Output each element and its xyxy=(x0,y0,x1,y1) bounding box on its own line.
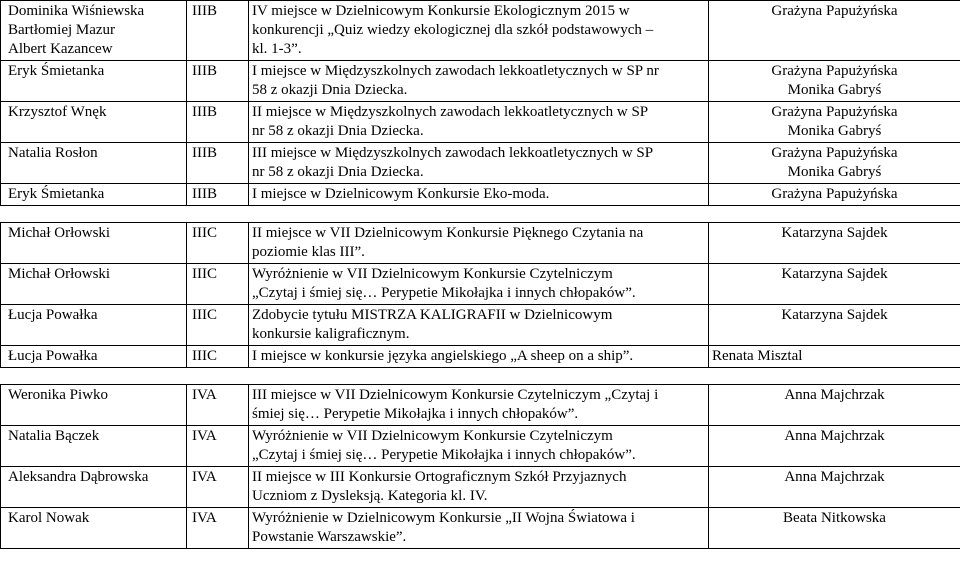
class-cell: IIIB xyxy=(187,1,249,61)
table-row xyxy=(1,508,960,549)
student-names-line: Natalia Bączek xyxy=(8,428,100,444)
student-names-line: Weronika Piwko xyxy=(8,387,109,403)
achievement-line: II miejsce w VII Dzielnicowym Konkursie Pięknego Czytania na xyxy=(252,225,644,241)
class-cell: IIIB xyxy=(187,61,249,102)
teacher-names-line: Monika Gabryś xyxy=(787,82,882,98)
section-gap-cell xyxy=(1,368,960,385)
teacher-names-line: Grażyna Papużyńska xyxy=(771,145,898,161)
achievement-line: „Czytaj i śmiej się… Perypetie Mikołajka i innych chłopaków”. xyxy=(252,447,636,463)
teacher-names-line: Grażyna Papużyńska xyxy=(771,3,898,19)
achievement-line: Zdobycie tytułu MISTRZA KALIGRAFII w Dzielnicowym xyxy=(252,307,613,323)
teacher-names xyxy=(709,385,960,426)
teacher-names-line: Katarzyna Sajdek xyxy=(781,225,888,241)
table-row xyxy=(1,102,960,143)
student-names xyxy=(1,1,187,61)
teacher-names xyxy=(709,467,960,508)
student-names-line: Michał Orłowski xyxy=(8,266,111,282)
class-cell: IIIC xyxy=(187,305,249,346)
teacher-names-line: Grażyna Papużyńska xyxy=(771,104,898,120)
teacher-names-line: Monika Gabryś xyxy=(787,123,882,139)
section-gap xyxy=(1,368,960,385)
class-cell: IIIB xyxy=(187,143,249,184)
teacher-names-line: Grażyna Papużyńska xyxy=(771,63,898,79)
class-cell: IIIC xyxy=(187,223,249,264)
achievement-line: poziomie klas III”. xyxy=(252,244,365,260)
table-row xyxy=(1,305,960,346)
table-row xyxy=(1,467,960,508)
achievement-line: I miejsce w Dzielnicowym Konkursie Eko-moda. xyxy=(252,186,550,202)
achievement xyxy=(249,264,709,305)
achievement xyxy=(249,426,709,467)
achievement xyxy=(249,346,709,368)
student-names-line: Krzysztof Wnęk xyxy=(8,104,107,120)
achievement-line: IV miejsce w Dzielnicowym Konkursie Ekologicznym 2015 w xyxy=(252,3,630,19)
student-names xyxy=(1,508,187,549)
student-names-line: Łucja Powałka xyxy=(8,348,98,364)
table-row xyxy=(1,346,960,368)
achievement-line: Powstanie Warszawskie”. xyxy=(252,529,407,545)
student-names-line: Natalia Rosłon xyxy=(8,145,98,161)
teacher-names-line: Anna Majchrzak xyxy=(784,428,885,444)
student-names xyxy=(1,426,187,467)
student-names-line: Albert Kazancew xyxy=(8,41,113,57)
teacher-names-line: Anna Majchrzak xyxy=(784,469,885,485)
achievement-line: nr 58 z okazji Dnia Dziecka. xyxy=(252,123,424,139)
student-names xyxy=(1,102,187,143)
teacher-names xyxy=(709,223,960,264)
student-names xyxy=(1,264,187,305)
achievement-line: Uczniom z Dysleksją. Kategoria kl. IV. xyxy=(252,488,488,504)
achievement xyxy=(249,143,709,184)
table-row xyxy=(1,264,960,305)
achievement-line: II miejsce w III Konkursie Ortograficznym Szkół Przyjaznych xyxy=(252,469,627,485)
achievement-line: konkurencji „Quiz wiedzy ekologicznej dla szkół podstawowych – xyxy=(252,22,654,38)
teacher-names-line: Grażyna Papużyńska xyxy=(771,186,898,202)
student-names xyxy=(1,305,187,346)
teacher-names xyxy=(709,508,960,549)
table-row xyxy=(1,385,960,426)
student-names-line: Michał Orłowski xyxy=(8,225,111,241)
achievement xyxy=(249,305,709,346)
student-names xyxy=(1,467,187,508)
achievement-line: kl. 1-3”. xyxy=(252,41,302,57)
achievement-line: śmiej się… Perypetie Mikołajka i innych chłopaków”. xyxy=(252,406,579,422)
class-cell: IIIC xyxy=(187,346,249,368)
achievement-line: II miejsce w Międzyszkolnych zawodach lekkoatletycznych w SP xyxy=(252,104,649,120)
achievement-line: Wyróżnienie w VII Dzielnicowym Konkursie Czytelniczym xyxy=(252,428,613,444)
achievement-line: I miejsce w konkursie języka angielskiego „A sheep on a ship”. xyxy=(252,348,634,364)
table-row xyxy=(1,61,960,102)
table-row xyxy=(1,184,960,206)
class-cell: IIIB xyxy=(187,184,249,206)
student-names-line: Eryk Śmietanka xyxy=(8,186,105,202)
student-names-line: Eryk Śmietanka xyxy=(8,63,105,79)
awards-table-body xyxy=(1,1,960,549)
achievement xyxy=(249,61,709,102)
class-cell: IVA xyxy=(187,467,249,508)
achievement xyxy=(249,385,709,426)
achievement xyxy=(249,223,709,264)
section-gap-cell xyxy=(1,206,960,223)
teacher-names xyxy=(709,1,960,61)
achievement-line: III miejsce w Międzyszkolnych zawodach lekkoatletycznych w SP xyxy=(252,145,654,161)
student-names-line: Bartłomiej Mazur xyxy=(8,22,116,38)
teacher-names-line: Monika Gabryś xyxy=(787,164,882,180)
achievement-line: I miejsce w Międzyszkolnych zawodach lekkoatletycznych w SP nr xyxy=(252,63,659,79)
achievement-line: III miejsce w VII Dzielnicowym Konkursie Czytelniczym „Czytaj i xyxy=(252,387,659,403)
achievement-line: „Czytaj i śmiej się… Perypetie Mikołajka i innych chłopaków”. xyxy=(252,285,636,301)
teacher-names xyxy=(709,102,960,143)
achievement xyxy=(249,184,709,206)
teacher-names-line: Katarzyna Sajdek xyxy=(781,266,888,282)
table-row xyxy=(1,426,960,467)
teacher-names xyxy=(709,143,960,184)
student-names xyxy=(1,223,187,264)
class-cell: IIIC xyxy=(187,264,249,305)
achievement-line: 58 z okazji Dnia Dziecka. xyxy=(252,82,408,98)
student-names-line: Łucja Powałka xyxy=(8,307,98,323)
class-cell: IVA xyxy=(187,508,249,549)
teacher-names xyxy=(709,346,960,368)
student-names-line: Aleksandra Dąbrowska xyxy=(8,469,149,485)
achievement-line: Wyróżnienie w VII Dzielnicowym Konkursie Czytelniczym xyxy=(252,266,613,282)
student-names xyxy=(1,184,187,206)
teacher-names-line: Beata Nitkowska xyxy=(783,510,886,526)
achievement xyxy=(249,467,709,508)
achievement-line: Wyróżnienie w Dzielnicowym Konkursie „II Wojna Światowa i xyxy=(252,510,635,526)
table-row xyxy=(1,1,960,61)
table-row xyxy=(1,223,960,264)
achievement xyxy=(249,1,709,61)
teacher-names xyxy=(709,426,960,467)
student-names xyxy=(1,143,187,184)
class-cell: IVA xyxy=(187,426,249,467)
student-names-line: Karol Nowak xyxy=(8,510,90,526)
teacher-names xyxy=(709,184,960,206)
teacher-names-line: Anna Majchrzak xyxy=(784,387,885,403)
achievement xyxy=(249,102,709,143)
achievement-line: konkursie kaligraficznym. xyxy=(252,326,410,342)
student-names xyxy=(1,385,187,426)
class-cell: IVA xyxy=(187,385,249,426)
teacher-names xyxy=(709,264,960,305)
teacher-names xyxy=(709,305,960,346)
teacher-names-line: Katarzyna Sajdek xyxy=(781,307,888,323)
class-cell: IIIB xyxy=(187,102,249,143)
student-names xyxy=(1,346,187,368)
section-gap xyxy=(1,206,960,223)
teacher-names-line: Renata Misztal xyxy=(712,348,803,364)
achievement-line: nr 58 z okazji Dnia Dziecka. xyxy=(252,164,424,180)
student-names xyxy=(1,61,187,102)
achievement xyxy=(249,508,709,549)
teacher-names xyxy=(709,61,960,102)
table-row xyxy=(1,143,960,184)
student-names-line: Dominika Wiśniewska xyxy=(8,3,145,19)
